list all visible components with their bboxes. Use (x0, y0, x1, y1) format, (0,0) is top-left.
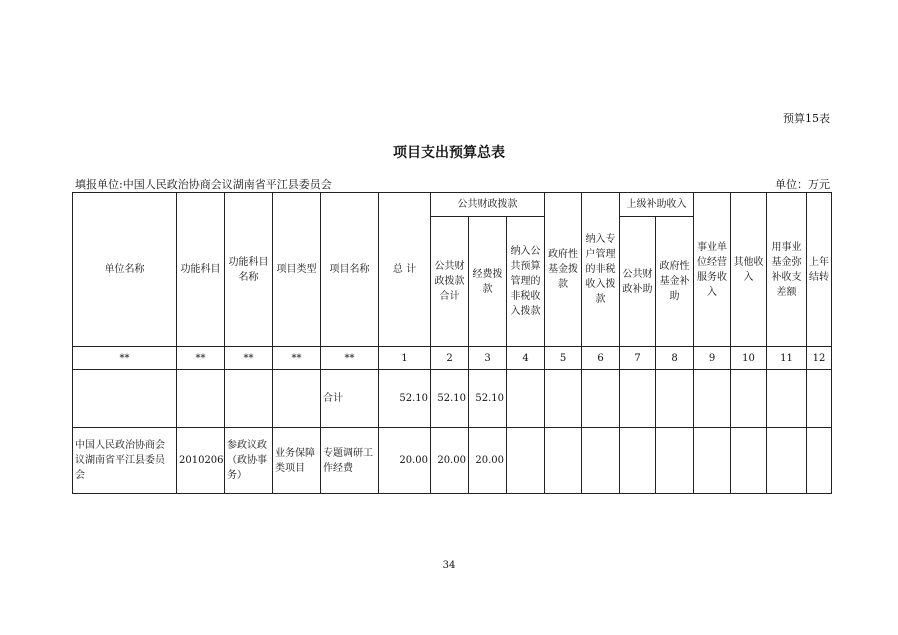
row-gov-fund-subsidy (656, 428, 694, 494)
number-cell: 2 (431, 347, 469, 370)
row-func-code: 2010206 (177, 428, 225, 494)
header-superior-subsidy-group: 上级补助收入 (620, 193, 694, 217)
total-project-type (273, 370, 321, 428)
header-business-income: 事业单位经营服务收入 (694, 193, 731, 347)
header-func-name: 功能科目名称 (225, 193, 273, 347)
header-unit-name: 单位名称 (73, 193, 177, 347)
total-operating-expense: 52.10 (469, 370, 507, 428)
row-operating-expense: 20.00 (469, 428, 507, 494)
number-cell: 7 (620, 347, 656, 370)
row-gov-fund (545, 428, 582, 494)
header-other-income: 其他收入 (731, 193, 767, 347)
total-business-income (694, 370, 731, 428)
total-gov-fund-subsidy (656, 370, 694, 428)
header-func-code: 功能科目 (177, 193, 225, 347)
header-row-1 (73, 193, 832, 217)
row-project-type: 业务保障类项目 (273, 428, 321, 494)
row-non-tax-special (582, 428, 620, 494)
row-unit-name: 中国人民政治协商会议湖南省平江县委员会 (73, 428, 177, 494)
row-project-name: 专题调研工作经费 (321, 428, 379, 494)
page-title: 项目支出预算总表 (393, 145, 505, 161)
budget-table (72, 192, 832, 494)
header-public-finance-total: 公共财政拨款合计 (431, 217, 469, 347)
header-non-tax-in-budget: 纳入公共预算管理的非税收入拨款 (507, 217, 545, 347)
number-cell: 4 (507, 347, 545, 370)
header-gov-fund: 政府性基金拨款 (545, 193, 582, 347)
number-cell: 8 (656, 347, 694, 370)
header-non-tax-special: 纳入专户管理的非税收入拨款 (582, 193, 620, 347)
number-cell: 12 (807, 347, 832, 370)
total-carryover (807, 370, 832, 428)
row-fund-balance (767, 428, 807, 494)
number-cell: ** (73, 347, 177, 370)
total-func-name (225, 370, 273, 428)
header-fund-balance: 用事业基金弥补收支差额 (767, 193, 807, 347)
total-gov-fund (545, 370, 582, 428)
total-label: 合计 (321, 370, 379, 428)
row-business-income (694, 428, 731, 494)
header-public-finance-group: 公共财政拨款 (431, 193, 545, 217)
number-cell: ** (321, 347, 379, 370)
row-public-finance-subsidy (620, 428, 656, 494)
row-other-income (731, 428, 767, 494)
number-cell: 1 (379, 347, 431, 370)
total-fund-balance (767, 370, 807, 428)
row-public-finance: 20.00 (431, 428, 469, 494)
number-cell: 9 (694, 347, 731, 370)
number-cell: 11 (767, 347, 807, 370)
total-non-tax-in-budget (507, 370, 545, 428)
numbering-row (73, 347, 832, 370)
table-row (73, 428, 832, 494)
header-public-finance-subsidy: 公共财政补助 (620, 217, 656, 347)
header-operating-expense: 经费拨款 (469, 217, 507, 347)
row-func-name: 参政议政（政协事务） (225, 428, 273, 494)
number-cell: 6 (582, 347, 620, 370)
reporting-unit: 填报单位:中国人民政治协商会议湖南省平江县委员会 (75, 178, 332, 191)
header-total: 总 计 (379, 193, 431, 347)
number-cell: ** (177, 347, 225, 370)
total-non-tax-special (582, 370, 620, 428)
row-carryover (807, 428, 832, 494)
total-total: 52.10 (379, 370, 431, 428)
total-row (73, 370, 832, 428)
form-number: 预算15表 (783, 112, 830, 125)
header-project-name: 项目名称 (321, 193, 379, 347)
row-total: 20.00 (379, 428, 431, 494)
page-number: 34 (442, 560, 456, 571)
number-cell: ** (225, 347, 273, 370)
number-cell: 10 (731, 347, 767, 370)
total-unit-name (73, 370, 177, 428)
number-cell: ** (273, 347, 321, 370)
number-cell: 3 (469, 347, 507, 370)
total-public-finance-subsidy (620, 370, 656, 428)
total-public-finance: 52.10 (431, 370, 469, 428)
row-non-tax-in-budget (507, 428, 545, 494)
header-carryover: 上年结转 (807, 193, 832, 347)
number-cell: 5 (545, 347, 582, 370)
total-other-income (731, 370, 767, 428)
total-func-code (177, 370, 225, 428)
currency-unit: 单位：万元 (775, 178, 830, 191)
header-project-type: 项目类型 (273, 193, 321, 347)
header-gov-fund-subsidy: 政府性基金补助 (656, 217, 694, 347)
